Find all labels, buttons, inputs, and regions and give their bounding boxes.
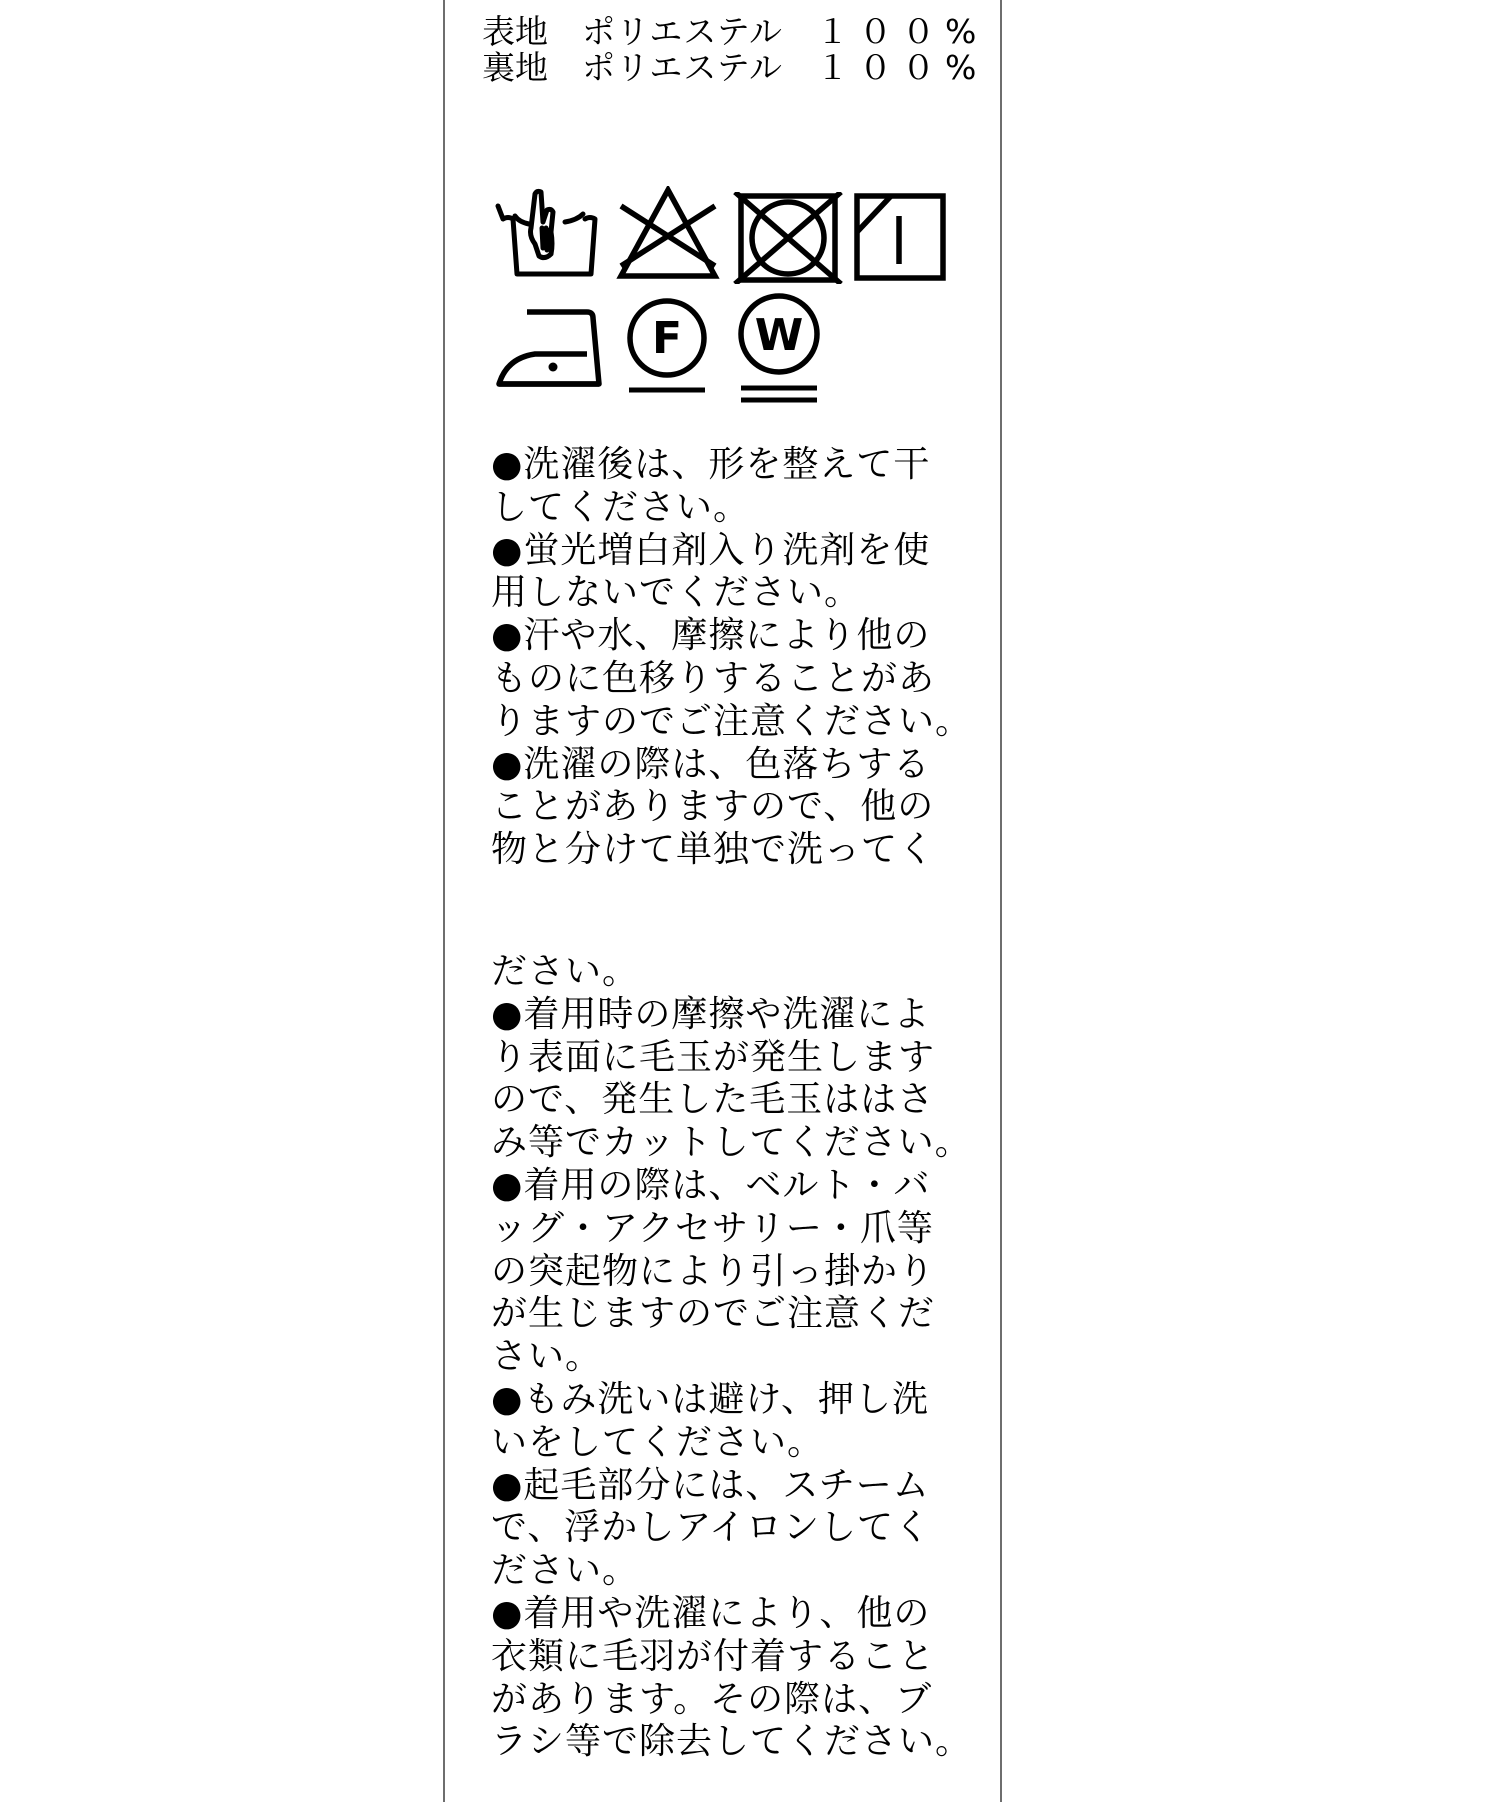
care-note-line: み等でカットしてください。 xyxy=(491,1122,972,1164)
care-note-line: 用しないでください。 xyxy=(491,572,862,614)
no-tumble-dry-icon xyxy=(733,192,843,284)
fiber-part: 裏地 xyxy=(482,48,548,87)
wet-clean-letter: W xyxy=(754,310,804,361)
care-label xyxy=(443,0,1002,1802)
fiber-material: ポリエステル xyxy=(582,48,784,87)
care-note-line: ●汗や水、摩擦により他の xyxy=(491,615,931,657)
hand-wash-icon xyxy=(495,188,603,288)
care-note-line: ものに色移りすることがあ xyxy=(491,657,936,699)
care-note-line: ●着用時の摩擦や洗濯によ xyxy=(491,993,931,1035)
dry-clean-f-icon xyxy=(625,296,709,396)
dry-clean-letter: F xyxy=(651,313,683,364)
fiber-percent: １００% xyxy=(816,12,987,51)
care-note-line: ●洗濯後は、形を整えて干 xyxy=(491,444,931,485)
no-bleach-icon xyxy=(615,186,721,286)
care-note-line: ことがありますので、他の xyxy=(491,786,935,828)
care-note-line: ラシ等で除去してください。 xyxy=(491,1721,973,1763)
care-note-line: の突起物により引っ掛かり xyxy=(491,1250,936,1292)
iron-low-icon xyxy=(495,306,603,388)
care-note-line: してください。 xyxy=(491,486,751,528)
care-notes-block-2 xyxy=(491,951,991,1764)
fiber-percent: １００% xyxy=(816,48,987,87)
care-note-line: ので、発生した毛玉ははさ xyxy=(491,1079,935,1121)
care-note-line: ●もみ洗いは避け、押し洗 xyxy=(491,1378,929,1420)
care-note-line: さい。 xyxy=(491,1336,603,1378)
care-note-line: り表面に毛玉が発生します xyxy=(491,1036,936,1078)
care-note-line: ださい。 xyxy=(491,951,640,992)
fiber-material: ポリエステル xyxy=(582,12,784,51)
care-notes-block-1 xyxy=(491,444,991,872)
care-note-line: ●着用の際は、ベルト・バ xyxy=(491,1164,931,1206)
care-note-line: が生じますのでご注意くだ xyxy=(491,1293,936,1335)
care-note-line: りますのでご注意ください。 xyxy=(491,700,973,742)
care-note-line: 物と分けて単独で洗ってく xyxy=(491,829,936,871)
care-note-line: ●起毛部分には、スチーム xyxy=(491,1464,930,1506)
fiber-part: 表地 xyxy=(482,12,548,51)
care-note-line: ●着用や洗濯により、他の xyxy=(491,1592,931,1634)
care-note-line: ッグ・アクセサリー・爪等 xyxy=(491,1207,934,1249)
care-note-line: で、浮かしアイロンしてく xyxy=(491,1507,932,1549)
care-note-line: いをしてください。 xyxy=(491,1421,825,1463)
line-dry-shade-icon xyxy=(853,192,947,282)
wet-clean-w-icon xyxy=(737,290,821,406)
care-note-line: 衣類に毛羽が付着すること xyxy=(491,1635,936,1677)
care-note-line: ●蛍光増白剤入り洗剤を使 xyxy=(491,529,931,571)
care-note-line: があります。その際は、ブ xyxy=(491,1678,933,1720)
care-note-line: ださい。 xyxy=(491,1550,640,1592)
care-note-line: ●洗濯の際は、色落ちする xyxy=(491,743,931,785)
